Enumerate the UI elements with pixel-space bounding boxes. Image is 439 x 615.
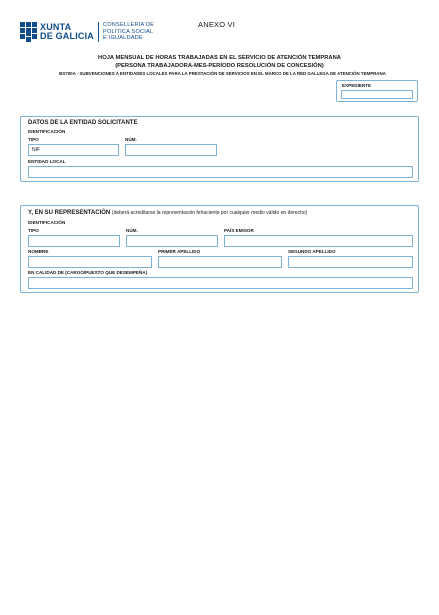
logo-divider bbox=[98, 22, 99, 42]
entidad-tipo-field[interactable]: NIF bbox=[28, 144, 119, 156]
rep-calidad-label: EN CALIDAD DE (CARGO/PUESTO QUE DESEMPEÑA) bbox=[28, 270, 148, 275]
entidad-tipo-label: TIPO bbox=[28, 137, 39, 142]
expediente-box bbox=[336, 80, 418, 102]
rep-apellido2-field[interactable] bbox=[288, 256, 413, 268]
rep-pais-label: PAÍS EMISOR bbox=[224, 228, 254, 233]
representacion-section-title bbox=[28, 210, 307, 216]
entidad-local-label: ENTIDAD LOCAL bbox=[28, 159, 66, 164]
logo-department bbox=[103, 22, 154, 42]
logo-name-line1: XUNTA bbox=[40, 22, 72, 32]
xunta-logo bbox=[20, 22, 154, 42]
rep-num-label: NÚM. bbox=[126, 228, 138, 233]
entidad-num-field[interactable] bbox=[125, 144, 217, 156]
representacion-note: (deberá acreditarse la representación fehaciente por cualquier medio válido en derecho) bbox=[111, 210, 308, 216]
logo-dept-line2: POLÍTICA SOCIAL bbox=[103, 28, 154, 35]
rep-tipo-label: TIPO bbox=[28, 228, 39, 233]
entidad-num-label: NÚM. bbox=[125, 137, 137, 142]
expediente-input[interactable] bbox=[341, 90, 413, 99]
rep-apellido1-field[interactable] bbox=[158, 256, 282, 268]
rep-num-field[interactable] bbox=[126, 235, 218, 247]
annex-label: ANEXO VI bbox=[198, 20, 236, 29]
rep-apellido1-label: PRIMER APELLIDO bbox=[158, 249, 201, 254]
rep-identificacion-label: IDENTIFICACIÓN bbox=[28, 220, 66, 225]
rep-nombre-label: NOMBRE bbox=[28, 249, 49, 254]
rep-apellido2-label: SEGUNDO APELLIDO bbox=[288, 249, 336, 254]
logo-dept-line1: CONSELLERÍA DE bbox=[103, 22, 155, 28]
rep-nombre-field[interactable] bbox=[28, 256, 152, 268]
entidad-local-field[interactable] bbox=[28, 166, 413, 178]
rep-calidad-field[interactable] bbox=[28, 277, 413, 289]
rep-tipo-field[interactable] bbox=[28, 235, 120, 247]
representacion-title: Y, EN SU REPRESENTACIÓN bbox=[28, 210, 111, 216]
entidad-section bbox=[20, 116, 419, 182]
rep-pais-field[interactable] bbox=[224, 235, 413, 247]
xunta-emblem-icon bbox=[20, 22, 37, 42]
document-title-line2: (PERSONA TRABAJADORA-MES-PERÍODO RESOLUCIÓN DE CONCESIÓN) bbox=[115, 63, 324, 69]
logo-name-line2: DE GALICIA bbox=[40, 31, 95, 41]
entidad-identificacion-label: IDENTIFICACIÓN bbox=[28, 129, 66, 134]
procedure-subtitle: BS700A - SUBVENCIONES A ENTIDADES LOCALES PARA LA PRESTACIÓN DE SERVICIOS EN EL MARCO DE LA RED GALLEGA DE ATENCIÓN TEMPRANA bbox=[59, 71, 386, 76]
logo-name bbox=[40, 23, 94, 41]
document-title-line1: HOJA MENSUAL DE HORAS TRABAJADAS EN EL SERVICIO DE ATENCIÓN TEMPRANA bbox=[98, 55, 341, 61]
entidad-section-title: DATOS DE LA ENTIDAD SOLICITANTE bbox=[28, 120, 138, 126]
logo-dept-line3: E IGUALDADE bbox=[103, 35, 143, 42]
representacion-section bbox=[20, 205, 419, 293]
expediente-label: EXPEDIENTE bbox=[342, 83, 372, 88]
